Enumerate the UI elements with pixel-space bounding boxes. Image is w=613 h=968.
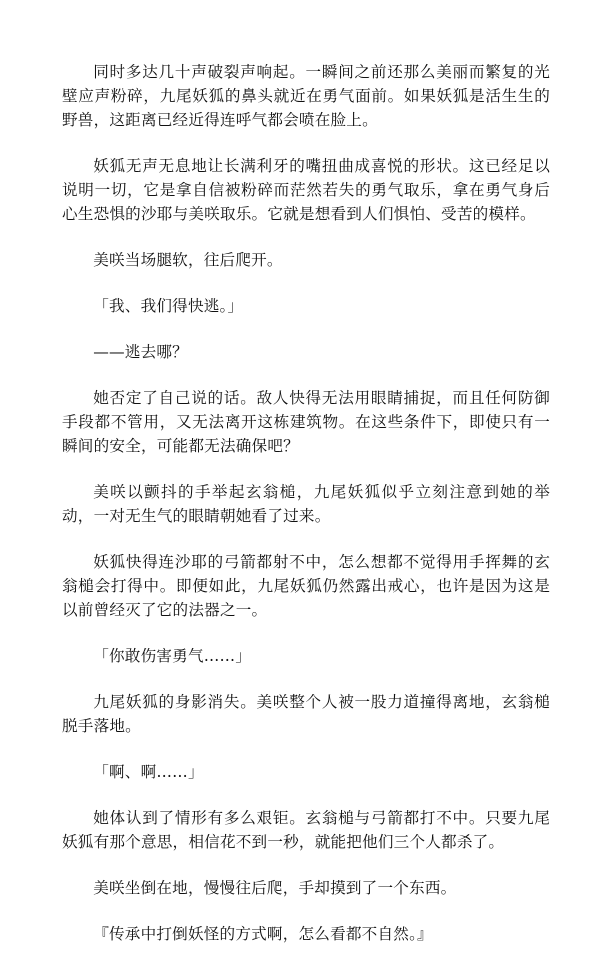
paragraph-9: 「你敢伤害勇气……」 xyxy=(93,647,252,665)
paragraph-5: ——逃去哪？ xyxy=(93,343,188,361)
paragraph-12: 她体认到了情形有多么艰钜。玄翁槌与弓箭都打不中。只要九尾妖狐有那个意思，相信花不到一秒，就能把他们三个人都杀了。 xyxy=(62,809,550,851)
paragraph-2: 妖狐无声无息地让长满利牙的嘴扭曲成喜悦的形状。这已经足以说明一切，它是拿自信被粉碎而茫然若失的勇气取乐，拿在勇气身后心生恐惧的沙耶与美咲取乐。它就是想看到人们惧怕、受苦的模样。 xyxy=(62,157,550,223)
paragraph-6: 她否定了自己说的话。敌人快得无法用眼睛捕捉，而且任何防御手段都不管用，又无法离开这栋建筑物。在这些条件下，即使只有一瞬间的安全，可能都无法确保吧？ xyxy=(62,389,550,455)
paragraph-8: 妖狐快得连沙耶的弓箭都射不中，怎么想都不觉得用手挥舞的玄翁槌会打得中。即便如此，九尾妖狐仍然露出戒心，也许是因为这是以前曾经灭了它的法器之一。 xyxy=(62,553,550,619)
paragraph-3: 美咲当场腿软，往后爬开。 xyxy=(93,251,283,269)
paragraph-4: 「我、我们得快逃。」 xyxy=(93,297,244,315)
paragraph-10: 九尾妖狐的身影消失。美咲整个人被一股力道撞得离地，玄翁槌脱手落地。 xyxy=(62,693,550,735)
paragraph-11: 「啊、啊……」 xyxy=(93,763,204,781)
paragraph-7: 美咲以颤抖的手举起玄翁槌，九尾妖狐似乎立刻注意到她的举动，一对无生气的眼睛朝她看了过来。 xyxy=(62,483,550,525)
paragraph-14: 『传承中打倒妖怪的方式啊，怎么看都不自然。』 xyxy=(93,925,433,943)
document-page xyxy=(62,60,550,968)
paragraph-13: 美咲坐倒在地，慢慢往后爬，手却摸到了一个东西。 xyxy=(93,879,457,897)
paragraph-1: 同时多达几十声破裂声响起。一瞬间之前还那么美丽而繁复的光壁应声粉碎，九尾妖狐的鼻头就近在勇气面前。如果妖狐是活生生的野兽，这距离已经近得连呼气都会喷在脸上。 xyxy=(62,63,550,129)
